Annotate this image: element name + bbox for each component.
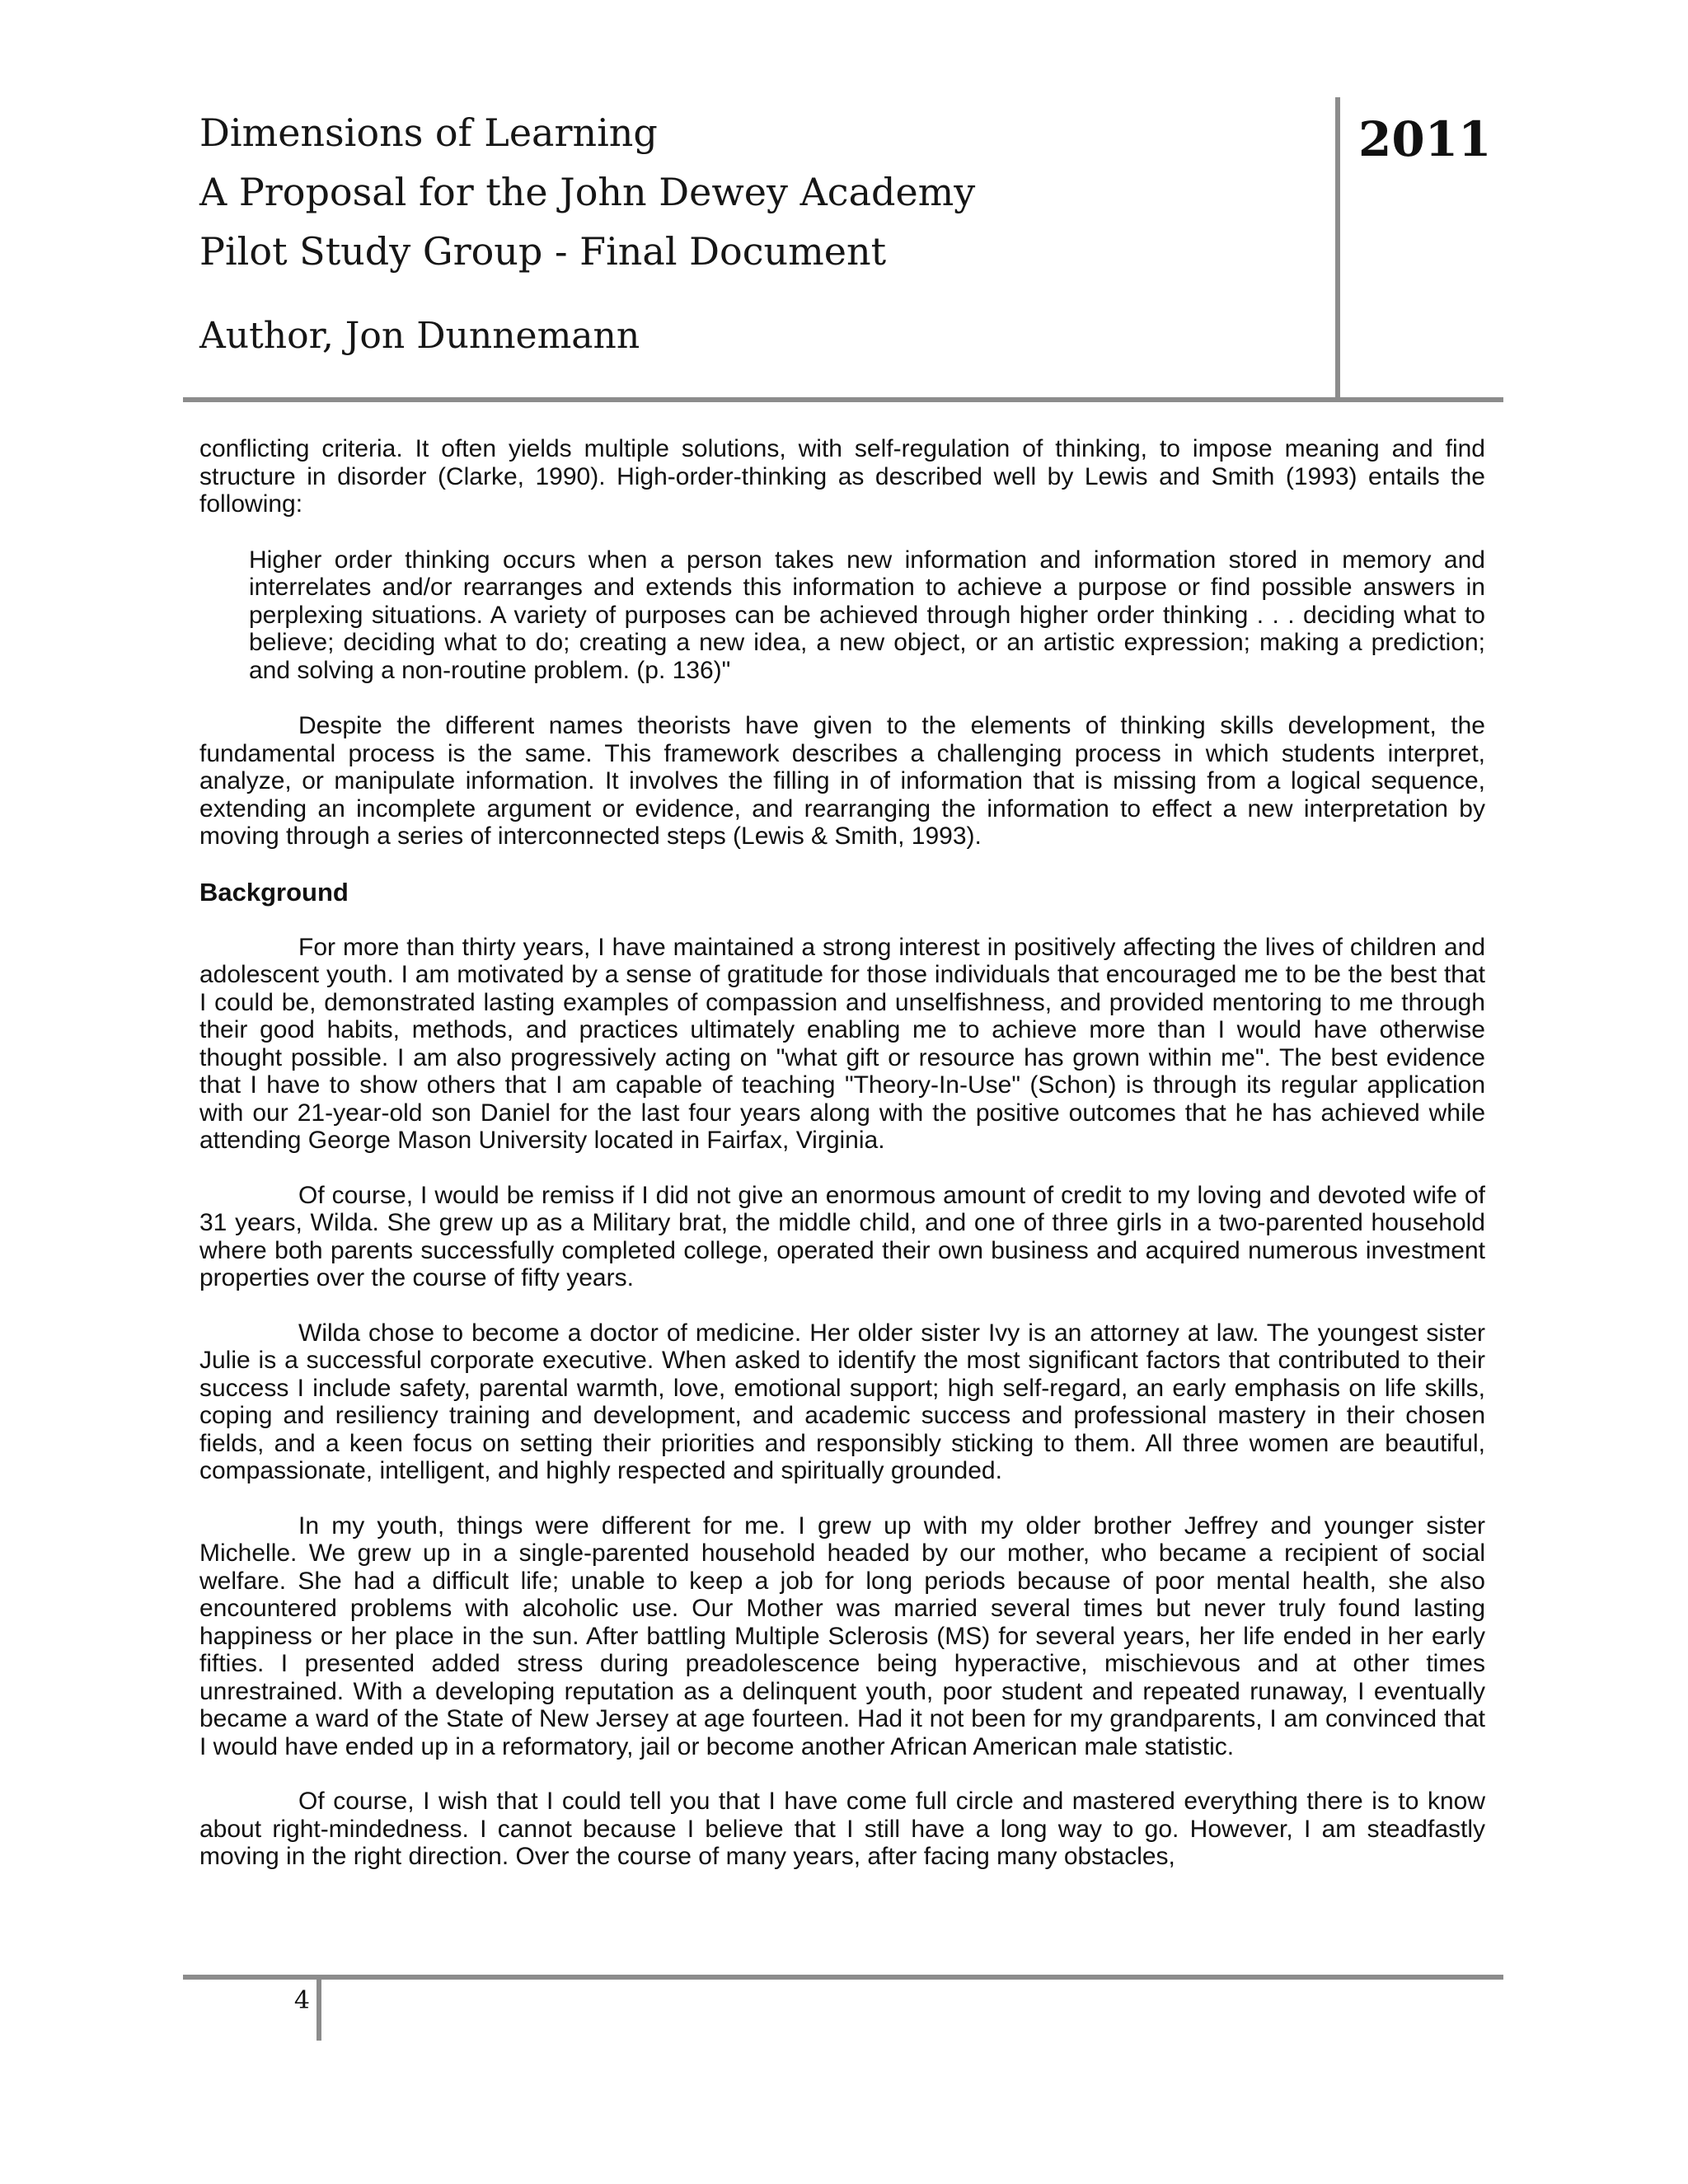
- footer-horizontal-rule: [183, 1975, 1503, 1980]
- page-number: 4: [293, 1986, 310, 2015]
- paragraph: Despite the different names theorists have given to the elements of thinking skills development, the fundamental process is the same. This framework describes a challenging process in which students interpret, analyze, or manipulate information. It involves the filling in of information that is missing from a logical sequence, extending an incomplete argument or evidence, and rearranging the information to effect a new interpretation by moving through a series of interconnected steps (Lewis & Smith, 1993).: [199, 712, 1485, 850]
- title-line: Dimensions of Learning: [199, 110, 658, 155]
- document-year: 2011: [1358, 111, 1492, 167]
- header-horizontal-rule: [183, 397, 1503, 402]
- block-quote: Higher order thinking occurs when a person takes new information and information stored in memory and interrelates and/or rearranges and extends this information to achieve a purpose or find possible answers in perplexing situations. A variety of purposes can be achieved through higher order thinking . . . deciding what to believe; deciding what to do; creating a new idea, a new object, or an artistic expression; making a prediction; and solving a non-routine problem. (p. 136)": [249, 546, 1485, 684]
- document-author: Author, Jon Dunnemann: [199, 315, 640, 357]
- paragraph: conflicting criteria. It often yields multiple solutions, with self-regulation of thinking, to impose meaning and find structure in disorder (Clarke, 1990). High-order-thinking as described well by Lewis and Smith (1993) entails the following:: [199, 435, 1485, 518]
- title-line: A Proposal for the John Dewey Academy: [199, 170, 976, 214]
- paragraph: Of course, I would be remiss if I did not give an enormous amount of credit to my loving and devoted wife of 31 years, Wilda. She grew up as a Military brat, the middle child, and one of three girls in a two-parented household where both parents successfully completed college, operated their own business and acquired numerous investment properties over the course of fifty years.: [199, 1181, 1485, 1291]
- paragraph: Of course, I wish that I could tell you that I have come full circle and mastered everything there is to know about right-mindedness. I cannot because I believe that I still have a long way to go. However, I am steadfastly moving in the right direction. Over the course of many years, after facing many obstacles,: [199, 1788, 1485, 1870]
- paragraph: Wilda chose to become a doctor of medicine. Her older sister Ivy is an attorney at law. The youngest sister Julie is a successful corporate executive. When asked to identify the most significant factors that contributed to their success I include safety, parental warmth, love, emotional support; high self-regard, an early emphasis on life skills, coping and resiliency training and development, and academic success and professional mastery in their chosen fields, and a keen focus on setting their priorities and responsibly sticking to them. All three women are beautiful, compassionate, intelligent, and highly respected and spiritually grounded.: [199, 1319, 1485, 1484]
- title-line: Pilot Study Group - Final Document: [199, 229, 887, 274]
- document-title: [199, 103, 1296, 281]
- section-heading: Background: [199, 877, 349, 907]
- paragraph: In my youth, things were different for me. I grew up with my older brother Jeffrey and younger sister Michelle. We grew up in a single-parented household headed by our mother, who became a recipient of social welfare. She had a difficult life; unable to keep a job for long periods because of poor mental health, she also encountered problems with alcoholic use. Our Mother was married several times but never truly found lasting happiness or her place in the sun. After battling Multiple Sclerosis (MS) for several years, her life ended in her early fifties. I presented added stress during preadolescence being hyperactive, mischievous and at other times unrestrained. With a developing reputation as a delinquent youth, poor student and repeated runaway, I eventually became a ward of the State of New Jersey at age fourteen. Had it not been for my grandparents, I am convinced that I would have ended up in a reformatory, jail or become another African American male statistic.: [199, 1511, 1485, 1760]
- page-body: [199, 435, 1485, 1898]
- paragraph: For more than thirty years, I have maintained a strong interest in positively affecting the lives of children and adolescent youth. I am motivated by a sense of gratitude for those individuals that encouraged me to be the best that I could be, demonstrated lasting examples of compassion and unselfishness, and provided mentoring to me through their good habits, methods, and practices ultimately enabling me to achieve more than I would have otherwise thought possible. I am also progressively acting on "what gift or resource has grown within me". The best evidence that I have to show others that I am capable of teaching "Theory-In-Use" (Schon) is through its regular application with our 21-year-old son Daniel for the last four years along with the positive outcomes that he has achieved while attending George Mason University located in Fairfax, Virginia.: [199, 933, 1485, 1154]
- header-vertical-rule: [1335, 97, 1340, 399]
- footer-vertical-rule: [316, 1978, 321, 2041]
